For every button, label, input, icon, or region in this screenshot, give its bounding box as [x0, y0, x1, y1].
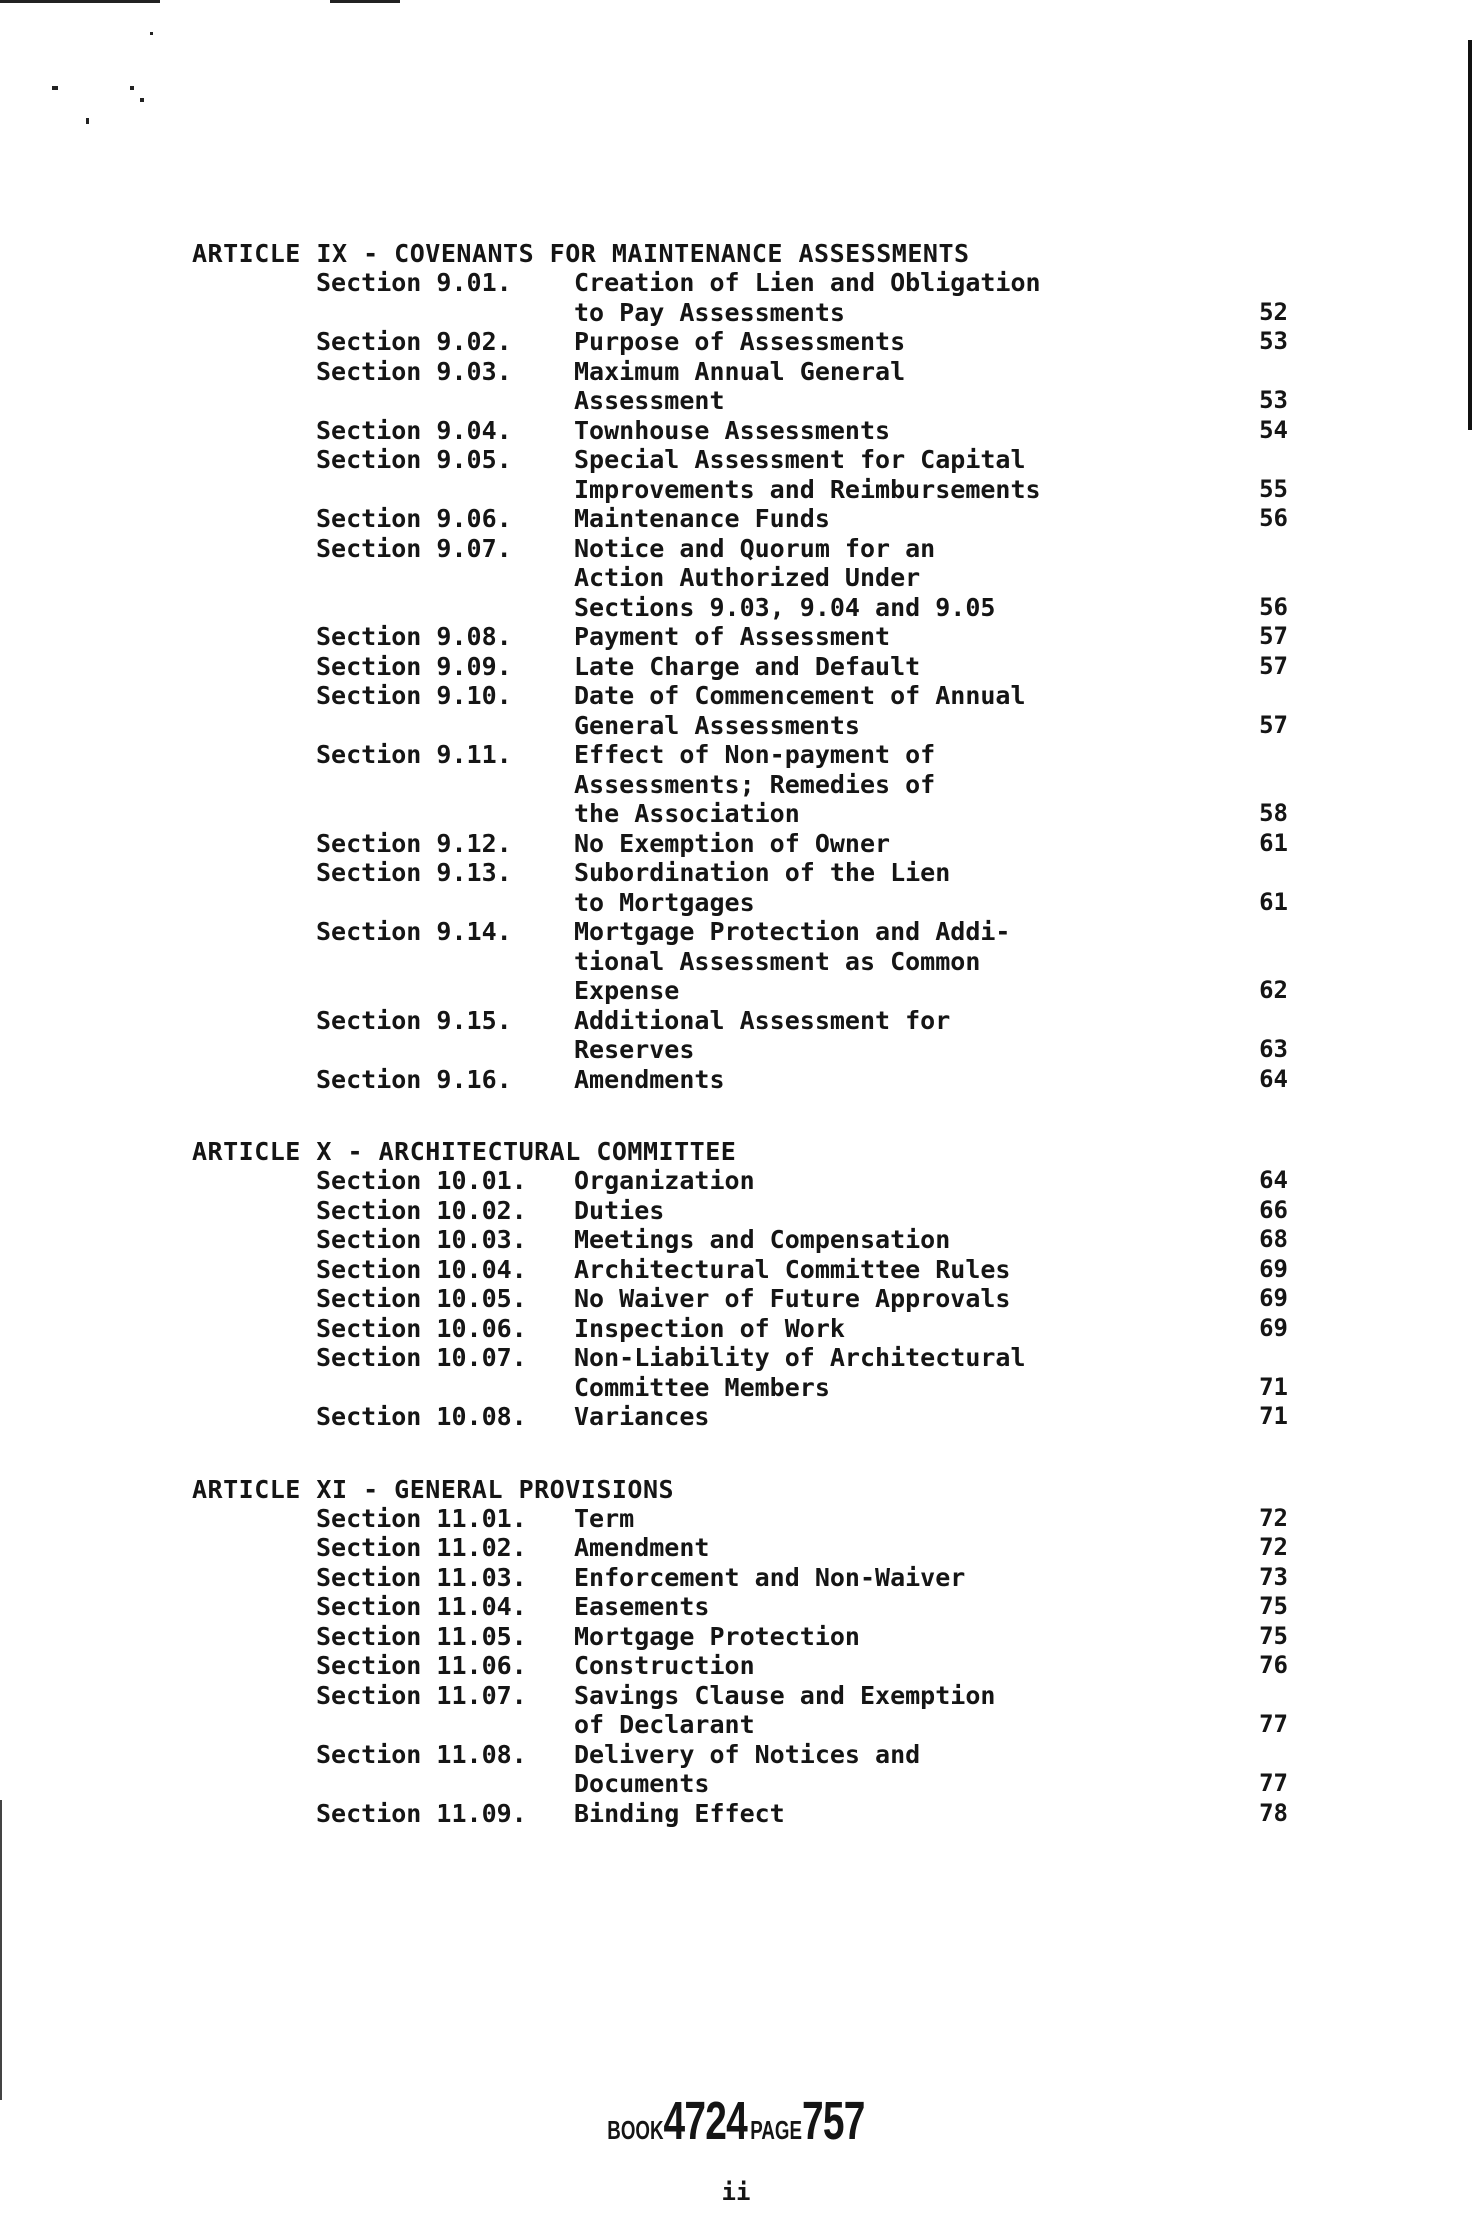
- page-number: 71: [1259, 1372, 1288, 1401]
- toc-entry: [316, 1562, 1288, 1593]
- page-number: 69: [1259, 1254, 1288, 1283]
- section-number: Section 11.02.: [316, 1533, 527, 1562]
- section-title: Additional Assessment for Reserves: [574, 1005, 951, 1064]
- section-number: Section 9.07.: [316, 533, 512, 563]
- section-number: Section 11.05.: [316, 1621, 527, 1651]
- section-title: Enforcement and Non-Waiver: [574, 1562, 966, 1592]
- section-number: Section 11.01.: [316, 1503, 527, 1533]
- section-title: Payment of Assessment: [574, 622, 891, 651]
- page-number: 55: [1259, 474, 1288, 503]
- section-title: Date of Commencement of Annual General Assessments: [574, 681, 1026, 740]
- section-title: Mortgage Protection and Addi- tional Assessment as Common Expense: [574, 917, 1011, 1005]
- page-number: 69: [1259, 1284, 1288, 1312]
- page-number: 53: [1259, 386, 1288, 414]
- section-number: Section 9.13.: [316, 858, 512, 887]
- page-number: 73: [1259, 1562, 1288, 1591]
- section-title: Late Charge and Default: [574, 651, 921, 681]
- page-number: 56: [1259, 592, 1288, 621]
- section-title: Easements: [574, 1592, 710, 1621]
- toc-entry: [316, 1284, 1288, 1314]
- page-number: 58: [1259, 799, 1288, 827]
- toc-entry: [316, 1313, 1288, 1344]
- page-number: 63: [1259, 1035, 1288, 1063]
- toc-entry: [316, 622, 1288, 652]
- section-title: Meetings and Compensation: [574, 1225, 951, 1254]
- section-number: Section 9.14.: [316, 917, 512, 946]
- article-title: ARTICLE XI - GENERAL PROVISIONS: [192, 1474, 675, 1504]
- section-number: Section 9.15.: [316, 1005, 512, 1035]
- section-title: Variances: [574, 1402, 710, 1431]
- toc-entry: [316, 1005, 1288, 1065]
- toc-entry: [316, 1254, 1288, 1285]
- section-number: Section 9.12.: [316, 828, 512, 858]
- section-number: Section 11.03.: [316, 1562, 527, 1592]
- page-number: 61: [1259, 887, 1288, 916]
- section-title: Amendments: [574, 1064, 725, 1094]
- page-number: 75: [1259, 1592, 1288, 1620]
- page-number: 52: [1259, 297, 1288, 326]
- section-title: Townhouse Assessments: [574, 415, 891, 445]
- toc-entry: [316, 1225, 1288, 1255]
- toc-entry: [316, 1503, 1288, 1534]
- toc-entry: [316, 1798, 1288, 1829]
- section-number: Section 9.05.: [316, 445, 512, 474]
- toc-entry: [316, 1166, 1288, 1196]
- section-number: Section 10.07.: [316, 1343, 527, 1372]
- toc-entry: [316, 1651, 1288, 1681]
- section-title: Binding Effect: [574, 1798, 785, 1828]
- toc-entry: [316, 415, 1288, 446]
- section-number: Section 11.06.: [316, 1651, 527, 1680]
- book-number: 4724: [663, 2091, 748, 2151]
- section-number: Section 9.09.: [316, 651, 512, 681]
- toc-entry: [316, 651, 1288, 682]
- section-title: Maintenance Funds: [574, 504, 830, 533]
- scan-edge-right: [1468, 40, 1472, 430]
- section-number: Section 9.06.: [316, 504, 512, 533]
- section-title: Duties: [574, 1195, 665, 1225]
- page-number: 77: [1259, 1769, 1288, 1797]
- toc-entry: [316, 681, 1288, 740]
- page-number: 62: [1259, 976, 1288, 1004]
- page-number: 77: [1259, 1710, 1288, 1738]
- section-number: Section 10.05.: [316, 1284, 527, 1313]
- section-title: Architectural Committee Rules: [574, 1254, 1011, 1284]
- section-number: Section 11.09.: [316, 1798, 527, 1828]
- page-number: 56: [1259, 504, 1288, 532]
- section-title: Delivery of Notices and Documents: [574, 1739, 921, 1798]
- page-number: 66: [1259, 1195, 1288, 1224]
- page-number: 69: [1259, 1313, 1288, 1342]
- section-title: Inspection of Work: [574, 1313, 845, 1343]
- article-block: [192, 239, 1288, 1094]
- toc-entry: [316, 1739, 1288, 1799]
- section-title: Savings Clause and Exemption of Declarant: [574, 1680, 996, 1739]
- section-number: Section 9.01.: [316, 268, 512, 297]
- toc-entry: [316, 1621, 1288, 1652]
- section-number: Section 9.11.: [316, 740, 512, 769]
- book-label: BOOK: [607, 2115, 664, 2145]
- page-number: 72: [1259, 1533, 1288, 1561]
- toc-entry: [316, 504, 1288, 534]
- page-number: 76: [1259, 1651, 1288, 1679]
- section-title: No Exemption of Owner: [574, 828, 891, 858]
- page-label: PAGE: [750, 2115, 802, 2145]
- page-number: 57: [1259, 622, 1288, 650]
- page-number: 61: [1259, 828, 1288, 857]
- section-number: Section 10.03.: [316, 1225, 527, 1254]
- page-number: 78: [1259, 1798, 1288, 1827]
- page-number: 68: [1259, 1225, 1288, 1253]
- toc-entry: [316, 533, 1288, 623]
- toc-entry: [316, 445, 1288, 504]
- folio: ii: [721, 2178, 751, 2206]
- toc-entry: [316, 917, 1288, 1006]
- page-number: 64: [1259, 1064, 1288, 1093]
- toc-entry: [316, 1533, 1288, 1563]
- toc-entry: [316, 1680, 1288, 1740]
- toc-entry: [316, 858, 1288, 917]
- section-number: Section 10.06.: [316, 1313, 527, 1343]
- toc-entry: [316, 268, 1288, 327]
- toc-entry: [316, 740, 1288, 829]
- scan-edge-left: [0, 1800, 2, 2100]
- section-title: Mortgage Protection: [574, 1621, 860, 1651]
- section-number: Section 11.04.: [316, 1592, 527, 1621]
- page-number: 53: [1259, 327, 1288, 355]
- section-number: Section 9.04.: [316, 415, 512, 445]
- page-number: 57: [1259, 651, 1288, 680]
- page-number: 75: [1259, 1621, 1288, 1650]
- page-number: 71: [1259, 1402, 1288, 1430]
- section-title: Purpose of Assessments: [574, 327, 906, 356]
- section-title: Maximum Annual General Assessment: [574, 356, 906, 415]
- section-title: Term: [574, 1503, 635, 1533]
- section-title: Non-Liability of Architectural Committee Members: [574, 1343, 1026, 1402]
- section-number: Section 10.02.: [316, 1195, 527, 1225]
- article-title: ARTICLE X - ARCHITECTURAL COMMITTEE: [192, 1137, 737, 1166]
- page-number: 54: [1259, 415, 1288, 444]
- section-title: Special Assessment for Capital Improvements and Reimbursements: [574, 445, 1041, 504]
- article-title: ARTICLE IX - COVENANTS FOR MAINTENANCE ASSESSMENTS: [192, 239, 970, 268]
- toc-entry: [316, 356, 1288, 416]
- section-title: No Waiver of Future Approvals: [574, 1284, 1011, 1313]
- section-number: Section 9.16.: [316, 1064, 512, 1094]
- toc-entry: [316, 1064, 1288, 1095]
- section-number: Section 9.02.: [316, 327, 512, 356]
- toc-entry: [316, 1343, 1288, 1402]
- book-page-stamp: [206, 2090, 1266, 2152]
- section-title: Creation of Lien and Obligation to Pay Assessments: [574, 268, 1041, 327]
- section-number: Section 10.08.: [316, 1402, 527, 1431]
- page-number: 64: [1259, 1166, 1288, 1194]
- table-of-contents: [192, 239, 1288, 1872]
- page-number: 57: [1259, 710, 1288, 739]
- toc-entry: [316, 828, 1288, 859]
- section-title: Construction: [574, 1651, 755, 1680]
- section-title: Effect of Non-payment of Assessments; Remedies of the Association: [574, 740, 936, 828]
- section-title: Amendment: [574, 1533, 710, 1562]
- section-number: Section 9.03.: [316, 356, 512, 386]
- page-number: 72: [1259, 1503, 1288, 1532]
- section-title: Organization: [574, 1166, 755, 1195]
- article-block: [192, 1474, 1288, 1829]
- section-number: Section 9.08.: [316, 622, 512, 651]
- section-title: Notice and Quorum for an Action Authorized Under Sections 9.03, 9.04 and 9.05: [574, 533, 996, 622]
- article-block: [192, 1137, 1288, 1432]
- toc-entry: [316, 1592, 1288, 1622]
- stamp-page-number: 757: [801, 2091, 865, 2151]
- section-number: Section 11.08.: [316, 1739, 527, 1769]
- toc-entry: [316, 1195, 1288, 1226]
- section-title: Subordination of the Lien to Mortgages: [574, 858, 951, 917]
- section-number: Section 10.04.: [316, 1254, 527, 1284]
- toc-entry: [316, 1402, 1288, 1432]
- section-number: Section 9.10.: [316, 681, 512, 710]
- section-number: Section 10.01.: [316, 1166, 527, 1195]
- toc-entry: [316, 327, 1288, 357]
- section-number: Section 11.07.: [316, 1680, 527, 1710]
